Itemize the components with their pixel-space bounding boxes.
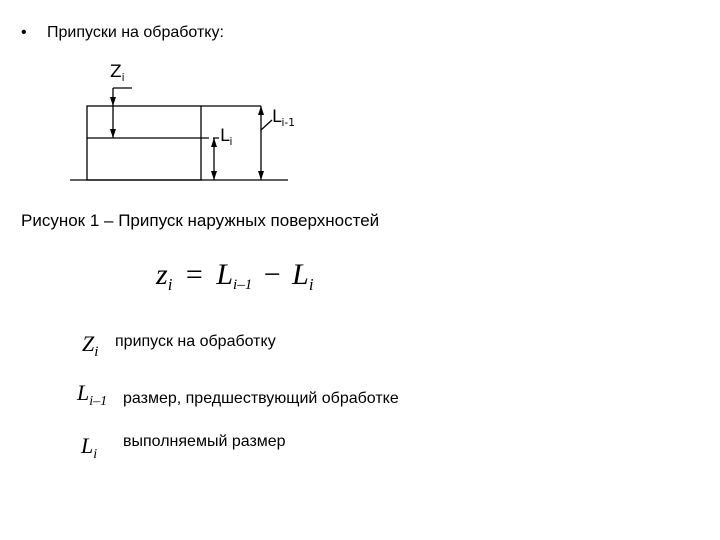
figure-caption: Рисунок 1 – Припуск наружных поверхностей: [21, 211, 380, 230]
label-z: [110, 62, 125, 82]
legend-l-letter: L: [81, 433, 94, 458]
formula-term2-sub: i: [308, 274, 314, 294]
lprev-arrow-bottom: [258, 171, 264, 180]
formula-term2: L: [292, 258, 309, 291]
label-l-symbol: L: [220, 126, 230, 146]
legend-lprev-letter: L: [77, 380, 90, 405]
formula-equals: =: [185, 258, 203, 291]
lprev-arrow-top: [258, 106, 264, 115]
label-z-sub: i: [121, 71, 125, 84]
l-arrow-top: [211, 138, 217, 147]
l-arrow-bottom: [211, 171, 217, 180]
formula-term1: L: [216, 258, 234, 291]
formula-lhs: z: [156, 258, 168, 291]
z-arrow-bottom: [110, 129, 116, 138]
allowance-drawing: [0, 0, 720, 220]
legend-symbol-l: [81, 433, 98, 462]
legend-z-letter: Z: [82, 331, 95, 356]
legend-text-allowance: припуск на обработку: [115, 333, 276, 350]
formula-lhs-sub: i: [167, 274, 173, 294]
bullet: •: [21, 24, 27, 41]
block-previous-outline: [87, 106, 201, 180]
heading-title: Припуски на обработку:: [47, 24, 224, 41]
legend-text-previous-size: размер, предшествующий обработке: [123, 390, 399, 407]
formula-term1-sub: i–1: [233, 277, 253, 294]
label-l-prev-symbol: L: [272, 107, 282, 127]
label-l-prev: [272, 107, 295, 127]
legend-symbol-l-prev: [77, 380, 108, 409]
legend-l-sub: i: [93, 446, 98, 462]
formula-minus: −: [263, 258, 281, 291]
label-l-prev-sub: i-1: [281, 116, 295, 129]
label-z-symbol: Z: [110, 62, 122, 82]
legend-z-sub: i: [94, 344, 99, 361]
formula: [156, 258, 314, 292]
legend-symbol-z: [82, 331, 99, 361]
label-l: [220, 126, 232, 146]
z-arrow-top: [110, 97, 116, 106]
legend-text-performed-size: выполняемый размер: [123, 433, 286, 450]
legend-lprev-sub: i–1: [89, 393, 108, 409]
lprev-leader: [261, 120, 272, 130]
label-l-sub: i: [229, 135, 233, 148]
